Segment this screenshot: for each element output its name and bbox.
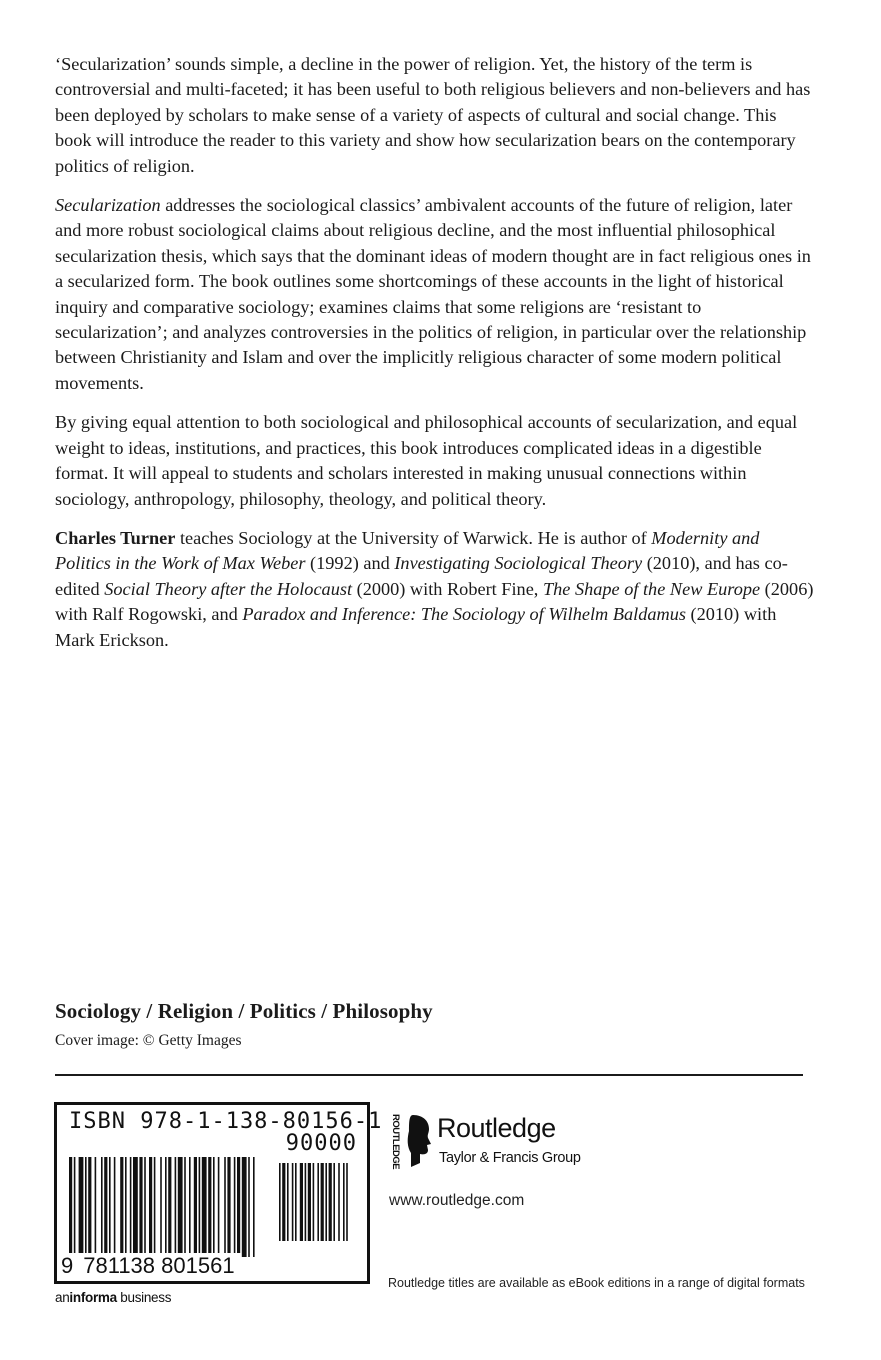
barcode-addon-bar: [279, 1163, 281, 1241]
barcode-bar: [130, 1157, 132, 1257]
barcode-bar: [154, 1157, 156, 1257]
barcode-addon-bar: [292, 1163, 294, 1241]
routledge-wordmark: Routledge: [437, 1113, 556, 1143]
barcode-bar: [120, 1157, 123, 1257]
barcode-bar: [208, 1157, 211, 1257]
blurb-paragraph-1: ‘Secularization’ sounds simple, a decline in the power of religion. Yet, the history of the term is controversial and multi-faceted; it has been useful to both religious believers and non-believers and has been deployed by scholars to make sense of a variety of aspects of cultural and social change. This book will introduce the reader to this variety and show how secularization bears on the contemporary politics of religion.: [55, 54, 811, 176]
barcode-bar: [234, 1157, 236, 1257]
barcode-bar: [175, 1157, 177, 1257]
author-book-title: Investigating Sociological Theory: [394, 553, 643, 574]
barcode-digits: [61, 1253, 241, 1279]
author-book-title: Paradox and Inference: The Sociology of Wilhelm Baldamus: [242, 604, 686, 625]
author-book-title: Social Theory after the Holocaust: [104, 578, 353, 599]
barcode-addon-bar: [329, 1163, 332, 1241]
barcode-bar: [237, 1157, 240, 1257]
routledge-profile-icon: [407, 1113, 433, 1169]
barcode-bar: [168, 1157, 171, 1257]
barcode-bar: [189, 1157, 191, 1257]
isbn-number: ISBN 978-1-138-80156-1: [69, 1109, 383, 1134]
barcode-bar: [125, 1157, 127, 1257]
author-bio-text: (2000) with Robert Fine,: [352, 578, 543, 599]
barcode-leading-digit: 9: [61, 1253, 74, 1278]
barcode-addon-bar: [282, 1163, 285, 1241]
barcode-bar: [253, 1157, 255, 1257]
blurb-paragraph-3: By giving equal attention to both sociological and philosophical accounts of secularization, and equal weight to ideas, institutions, and practices, this book introduces complicated ideas in a digestible format. It will appeal to students and scholars interested in making unusual connections within sociology, anthropology, philosophy, theology, and political theory.: [55, 412, 798, 509]
ebook-availability-note: Routledge titles are available as eBook editions in a range of digital formats: [388, 1276, 805, 1290]
author-bio-text: (2010), and has co-edited: [55, 553, 788, 599]
barcode-bar: [69, 1157, 72, 1257]
barcode-bar: [199, 1157, 201, 1257]
informa-prefix: an: [55, 1290, 70, 1305]
informa-brand: informa: [69, 1290, 117, 1305]
blurb-paragraph-2: [55, 193, 815, 396]
barcode-bar: [224, 1157, 226, 1257]
subject-categories: Sociology / Religion / Politics / Philosophy: [55, 999, 433, 1023]
barcode-addon-bar: [343, 1163, 345, 1241]
taylor-francis-group: Taylor & Francis Group: [439, 1150, 581, 1166]
barcode-bar: [149, 1157, 152, 1257]
barcode-bar: [227, 1157, 230, 1257]
author-book-title: The Shape of the New Europe: [542, 578, 761, 599]
author-bio-text: (1992) and: [305, 553, 395, 574]
barcode-bar: [109, 1157, 111, 1257]
informa-business-logo: [55, 1290, 171, 1305]
author-bio: [55, 526, 815, 653]
book-title-italic: Secularization: [55, 195, 161, 216]
barcode-addon-bar: [313, 1163, 315, 1241]
barcode-addon-bar: [321, 1163, 324, 1241]
barcode-bar: [139, 1157, 142, 1257]
author-name: Charles Turner: [55, 527, 176, 548]
cover-image-credit: Cover image: © Getty Images: [55, 1032, 242, 1049]
barcode-bar: [202, 1157, 207, 1257]
author-bio-text: teaches Sociology at the University of Warwick. He is author of: [175, 527, 652, 548]
barcode-bar: [74, 1157, 76, 1257]
barcode-bar: [104, 1157, 107, 1257]
author-book-title: Modernity and Politics in the Work of Max Weber: [55, 527, 760, 574]
divider-line: [55, 1074, 803, 1076]
barcode-bar: [95, 1157, 97, 1257]
barcode-addon-bar: [338, 1163, 340, 1241]
barcode-bar: [144, 1157, 146, 1257]
price-code: 90000: [285, 1131, 357, 1156]
barcode-bar: [194, 1157, 197, 1257]
barcode-addon-bar: [308, 1163, 311, 1241]
barcode-bar: [101, 1157, 103, 1257]
blurb-paragraph-2-text: addresses the sociological classics’ ambivalent accounts of the future of religion, later and more robust sociological claims about religious decline, and the most influential philosophical secularization thesis, which says that the dominant ideas of modern thought are in fact religious ones in a secularized form. The book outlines some shortcomings of these accounts in the light of historical inquiry and comparative sociology; examines claims that some religions are ‘resistant to secularization’; and analyzes controversies in the politics of religion, in particular over the relationship between Christianity and Islam and over the implicitly religious character of some modern political movements.: [55, 195, 811, 393]
routledge-vertical-wordmark: ROUTLEDGE: [390, 1114, 401, 1170]
barcode-bar: [242, 1157, 247, 1257]
barcode-addon-bar: [295, 1163, 297, 1241]
barcode-addon-bar: [333, 1163, 335, 1241]
barcode-bar: [160, 1157, 162, 1257]
barcode-bar: [85, 1157, 87, 1257]
barcode-bar: [165, 1157, 167, 1257]
informa-suffix: business: [116, 1290, 172, 1305]
isbn-barcode: [54, 1102, 383, 1284]
barcode-bar: [114, 1157, 116, 1257]
barcode-bar: [218, 1157, 220, 1257]
author-bio-text: (2010) with Mark Erickson.: [55, 604, 777, 650]
author-bio-text: (2006) with Ralf Rogowski, and: [55, 578, 814, 625]
back-cover-blurb: [55, 52, 815, 653]
barcode-bar: [79, 1157, 84, 1257]
publisher-website: www.routledge.com: [389, 1192, 525, 1209]
barcode-addon-bar: [346, 1163, 348, 1241]
barcode-bar: [178, 1157, 183, 1257]
barcode-bar: [184, 1157, 186, 1257]
barcode-addon-bar: [287, 1163, 289, 1241]
barcode-addon-bar: [300, 1163, 303, 1241]
barcode-addon-bar: [317, 1163, 319, 1241]
barcode-trailing-digits: 781138 801561: [83, 1253, 235, 1278]
barcode-bar: [213, 1157, 215, 1257]
barcode-bars: [65, 1157, 365, 1265]
barcode-bar: [133, 1157, 138, 1257]
barcode-addon-bar: [305, 1163, 307, 1241]
barcode-bar: [88, 1157, 91, 1257]
barcode-bar: [248, 1157, 250, 1257]
barcode-addon-bar: [325, 1163, 327, 1241]
